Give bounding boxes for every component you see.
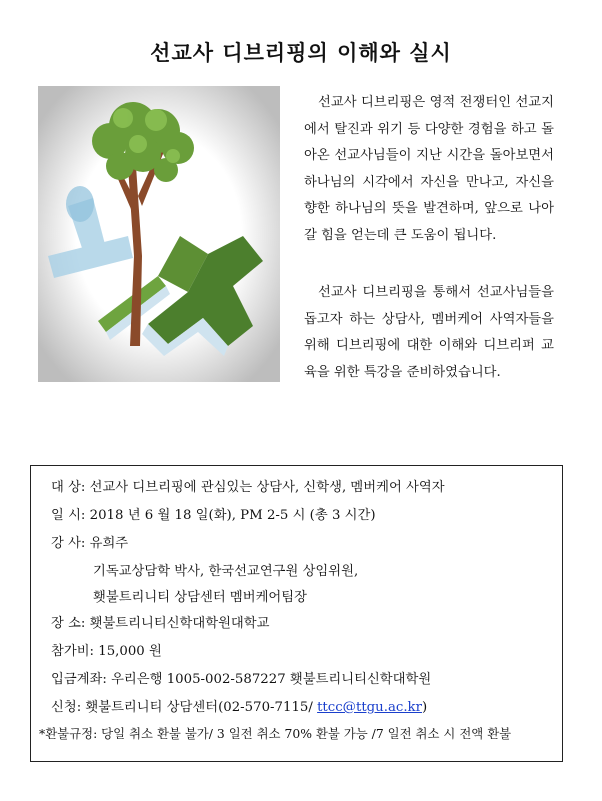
event-info-box — [30, 465, 563, 762]
apply-email-link[interactable]: ttcc@ttgu.ac.kr — [317, 700, 422, 715]
lecturer-line: 강 사: 유희주 — [51, 536, 129, 551]
target-line: 대 상: 선교사 디브리핑에 관심있는 상담사, 신학생, 멤버케어 사역자 — [51, 480, 445, 495]
venue-line: 장 소: 횃불트리니티신학대학원대학교 — [51, 616, 270, 631]
intro-paragraph-2: 선교사 디브리핑을 통해서 선교사님들을 돕고자 하는 상담사, 멤버케어 사역자들을 위해 디브리핑에 대한 이해와 디브리퍼 교육을 위한 특강을 준비하였습니다. — [304, 285, 554, 380]
page-title: 선교사 디브리핑의 이해와 실시 — [150, 41, 452, 65]
lecturer-detail-2: 횃불트리니티 상담센터 멤버케어팀장 — [93, 590, 307, 605]
lecturer-detail-1: 기독교상담학 박사, 한국선교연구원 상임위원, — [93, 564, 359, 579]
apply-prefix: 신청: 횃불트리니티 상담센터(02-570-7115/ — [51, 700, 318, 715]
apply-line — [51, 696, 427, 715]
tree-cross-illustration — [38, 86, 280, 382]
datetime-line: 일 시: 2018 년 6 월 18 일(화), PM 2-5 시 (총 3 시간) — [51, 508, 376, 523]
fee-line: 참가비: 15,000 원 — [51, 644, 162, 659]
refund-policy-line: *환불규정: 당일 취소 환불 불가/ 3 일전 취소 70% 환불 가능 /7 일전 취소 시 전액 환불 — [39, 726, 512, 741]
apply-suffix: ) — [421, 700, 428, 715]
intro-paragraph-1: 선교사 디브리핑은 영적 전쟁터인 선교지에서 탈진과 위기 등 다양한 경험을 하고 돌아온 선교사님들이 지난 시간을 돌아보면서 하나님의 시각에서 자신을 만나고, 자신을 향한 하나님의 뜻을 발견하며, 앞으로 나아갈 힘을 얻는데 큰 도움이 됩니다. — [304, 95, 554, 243]
bank-account-line: 입금계좌: 우리은행 1005-002-587227 횃불트리니티신학대학원 — [51, 672, 432, 687]
